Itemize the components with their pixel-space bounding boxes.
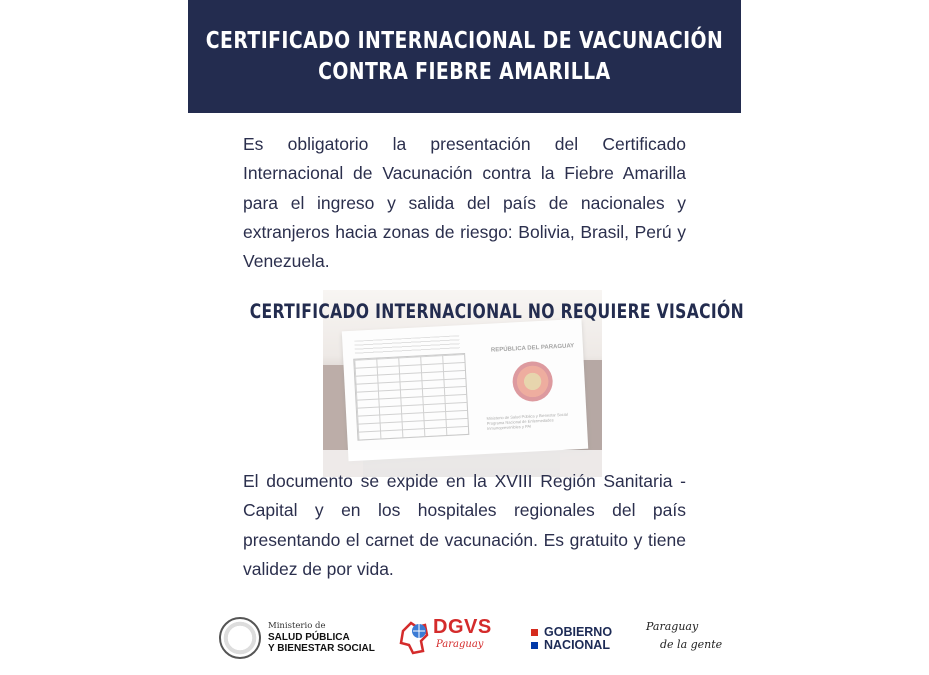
gobierno-line-2: NACIONAL	[544, 638, 610, 652]
slogan-line-1: Paraguay	[646, 620, 699, 633]
slogan-logo	[646, 618, 722, 654]
intro-paragraph: Es obligatorio la presentación del Certificado Internacional de Vacunación contra la Fiebre Amarilla para el ingreso y salida del país de nacionales y extranjeros hacia zonas de riesgo: Bolivia, Brasil, Perú y Venezuela.	[243, 134, 686, 272]
ministry-seal-icon	[219, 617, 261, 659]
title-banner	[188, 0, 741, 113]
gobierno-logo	[544, 626, 612, 652]
title-line-1: CERTIFICADO INTERNACIONAL DE VACUNACIÓN	[205, 27, 724, 54]
footer-logos	[0, 612, 929, 668]
gobierno-line-1: GOBIERNO	[544, 625, 613, 639]
ministry-line-1: SALUD PÚBLICA	[268, 632, 350, 643]
dgvs-logo: DGVS	[433, 616, 492, 638]
ministry-line-2: Y BIENESTAR SOCIAL	[268, 643, 375, 654]
dgvs-sub: Paraguay	[436, 639, 484, 650]
subheading-text: CERTIFICADO INTERNACIONAL NO REQUIERE VISACIÓN	[249, 300, 744, 323]
details-paragraph: El documento se expide en la XVIII Región Sanitaria - Capital y en los hospitales regionales del país presentando el carnet de vacunación. Es gratuito y tiene validez de por vida.	[243, 471, 686, 579]
dgvs-map-icon	[399, 617, 431, 657]
slogan-line-2: de la gente	[660, 638, 723, 651]
title-line-2: CONTRA FIEBRE AMARILLA	[318, 58, 611, 85]
flag-icon	[531, 629, 538, 649]
subheading	[188, 300, 744, 323]
ministry-small-label: Ministerio de	[268, 621, 326, 631]
ministry-logo-text	[268, 621, 375, 654]
